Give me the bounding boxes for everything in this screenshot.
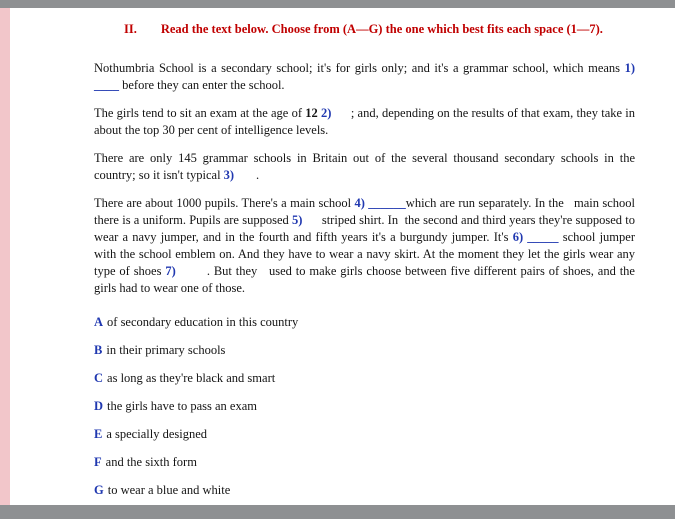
paragraph-3 — [94, 150, 635, 184]
option-e-text: a specially designed — [106, 427, 208, 441]
paragraph-4-text-2: which are run separately. In the main school there is a uniform. Pupils are supposed — [94, 196, 635, 227]
option-a-text: of secondary education in this country — [107, 315, 299, 329]
option-f-text: and the sixth form — [105, 455, 197, 469]
option-c — [94, 370, 635, 387]
option-e — [94, 426, 635, 443]
option-d-letter: D — [94, 399, 104, 413]
paragraph-2-text-after: ; and, depending on the results of that exam, they take in about the top 30 per cent of intelligence levels. — [94, 106, 635, 137]
age-value: 12 — [305, 106, 321, 120]
paragraph-4-text-1: There are about 1000 pupils. There's a main school — [94, 196, 355, 210]
options-list — [94, 314, 635, 499]
option-b — [94, 342, 635, 359]
paragraph-4-text-3: striped shirt. In the second and third years they're supposed to wear a navy jumper, and in the fourth and fifth years it's a burgundy jumper. It's — [94, 213, 635, 244]
blank-2: 2) — [321, 106, 332, 120]
paragraph-1-text-after: before they can enter the school. — [119, 78, 285, 92]
document-page — [10, 8, 675, 505]
blank-3: 3) — [223, 168, 235, 182]
exercise-heading — [124, 21, 635, 38]
blank-5: 5) — [291, 213, 303, 227]
paragraph-4-text-5: . But they used to make girls choose between five different pairs of shoes, and the girls had to wear one of those. — [94, 264, 635, 295]
main-row — [0, 8, 675, 505]
paragraph-2-text: The girls tend to sit an exam at the age of — [94, 106, 306, 120]
blank-1: 1) ____ — [94, 61, 635, 92]
option-d-text: the girls have to pass an exam — [107, 399, 257, 413]
paragraph-4-text-4: school jumper with the school emblem on. And they have to wear a navy skirt. At the moment they let the girls wear any type of shoes — [94, 230, 635, 278]
option-b-letter: B — [94, 343, 103, 357]
option-g-letter: G — [94, 483, 104, 497]
blank-7: 7) — [165, 264, 176, 278]
option-f-letter: F — [94, 455, 102, 469]
top-background-bar — [0, 0, 675, 8]
option-f — [94, 454, 635, 471]
option-a-letter: A — [94, 315, 104, 329]
exercise-instruction: Read the text below. Choose from (A—G) the one which best fits each space (1—7). — [160, 22, 603, 36]
option-g-text: to wear a blue and white — [107, 483, 231, 497]
option-a — [94, 314, 635, 331]
option-e-letter: E — [94, 427, 103, 441]
option-g — [94, 482, 635, 499]
option-c-text: as long as they're black and smart — [107, 371, 276, 385]
paragraph-1 — [94, 60, 635, 94]
paragraph-4 — [94, 195, 635, 297]
blank-4: 4) ______ — [354, 196, 406, 210]
paragraph-3-text: There are only 145 grammar schools in Britain out of the several thousand secondary schools in the country; so it isn't typical — [94, 151, 635, 182]
blank-6: 6) _____ — [512, 230, 559, 244]
paragraph-1-text: Nothumbria School is a secondary school; it's for girls only; and it's a grammar school, which means — [94, 61, 625, 75]
option-d — [94, 398, 635, 415]
paragraph-2 — [94, 105, 635, 139]
bottom-background-bar — [0, 505, 675, 519]
option-b-text: in their primary schools — [106, 343, 226, 357]
left-margin-strip — [0, 8, 10, 505]
exercise-number: II. — [124, 22, 137, 36]
paragraph-3-text-after: . — [234, 168, 260, 182]
option-c-letter: C — [94, 371, 104, 385]
